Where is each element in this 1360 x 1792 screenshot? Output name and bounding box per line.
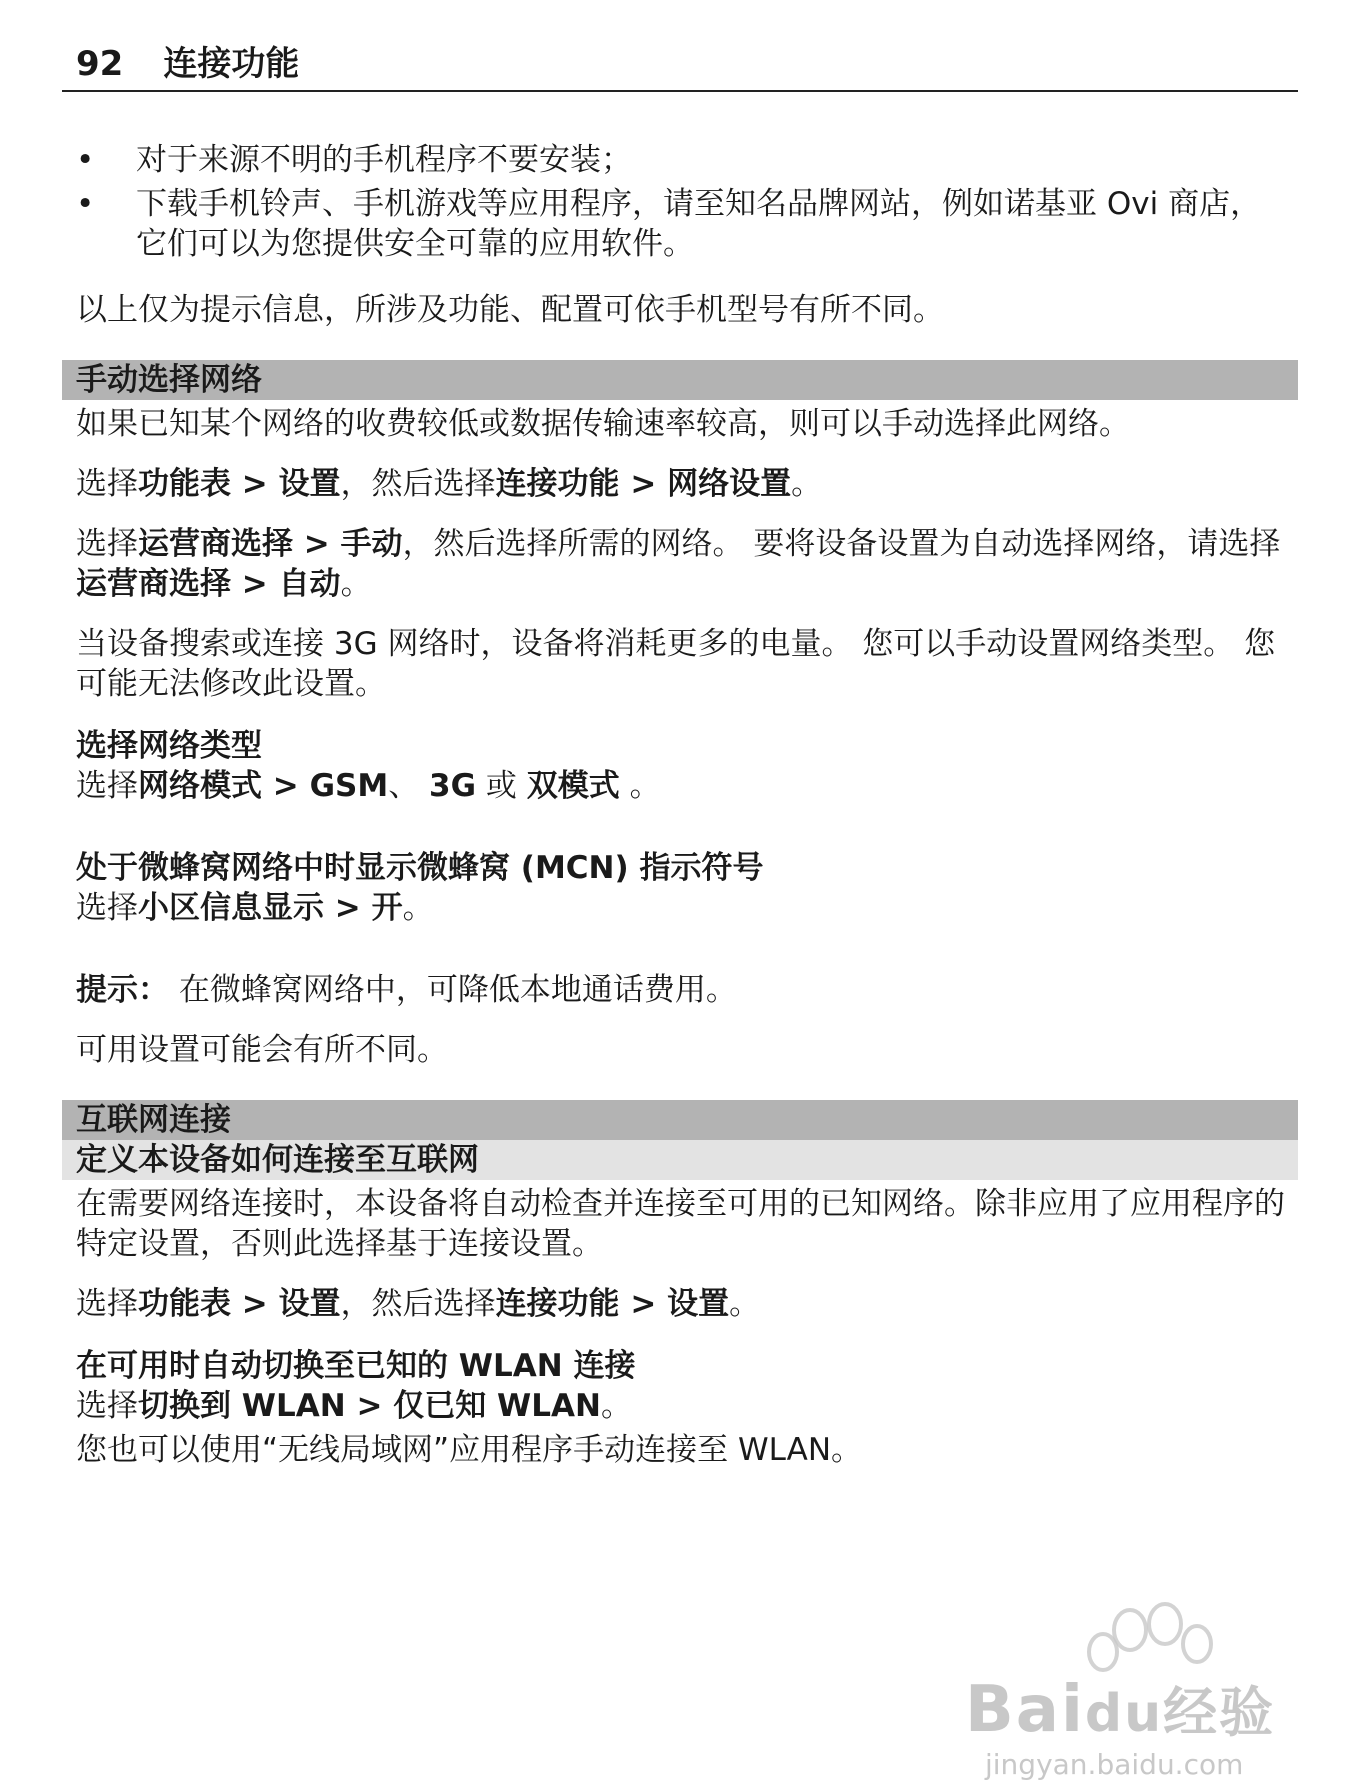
tip-text: 在微蜂窝网络中，可降低本地通话费用。 <box>169 972 737 1008</box>
menu-path: 自动 <box>278 566 341 602</box>
text: 选择 <box>76 768 138 804</box>
menu-path: 功能表 <box>138 1286 231 1322</box>
path-separator: > <box>231 566 279 602</box>
menu-path: 开 <box>371 890 403 926</box>
baidu-watermark <box>965 1600 1295 1780</box>
section-manual-body <box>62 404 1298 1070</box>
menu-path: 仅已知 WLAN <box>393 1388 601 1424</box>
text: 选择 <box>76 466 138 502</box>
watermark-brand: Bai <box>965 1673 1085 1747</box>
document-page <box>62 40 1298 1470</box>
text: ，然后选择 <box>340 466 496 502</box>
page-number: 92 <box>76 44 124 84</box>
manual-step2 <box>76 524 1292 604</box>
menu-path: 运营商选择 <box>138 526 293 562</box>
note-paragraph: 以上仅为提示信息，所涉及功能、配置可依手机型号有所不同。 <box>76 292 944 328</box>
text: 。 <box>340 566 372 602</box>
running-header <box>62 40 1298 92</box>
menu-path: 连接功能 <box>495 466 620 502</box>
wlan-heading: 在可用时自动切换至已知的 WLAN 连接 <box>76 1348 636 1384</box>
list-item <box>76 140 1292 180</box>
manual-3g-paragraph: 当设备搜索或连接 3G 网络时，设备将消耗更多的电量。 您可以手动设置网络类型。 您可能无法修改此设置。 <box>76 626 1276 702</box>
menu-path: 网络设置 <box>667 466 792 502</box>
bullet-text: 下载手机铃声、手机游戏等应用程序，请至知名品牌网站，例如诺基亚 Ovi 商店，它们可以为您提供安全可靠的应用软件。 <box>136 186 1262 262</box>
tip-paragraph <box>76 970 1292 1010</box>
manual-intro: 如果已知某个网络的收费较低或数据传输速率较高，则可以手动选择此网络。 <box>76 406 1130 442</box>
text: 或 <box>476 768 527 804</box>
menu-path: 功能表 <box>138 466 231 502</box>
mcn-heading: 处于微蜂窝网络中时显示微蜂窝 (MCN) 指示符号 <box>76 850 764 886</box>
path-separator: > <box>231 466 279 502</box>
content <box>62 140 1298 330</box>
internet-intro: 在需要网络连接时，本设备将自动检查并连接至可用的已知网络。除非应用了应用程序的特定设置，否则此选择基于连接设置。 <box>76 1186 1285 1262</box>
path-separator: > <box>231 1286 279 1322</box>
menu-path: 切换到 WLAN <box>138 1388 346 1424</box>
path-separator: > <box>262 768 310 804</box>
watermark-brand2: du <box>1084 1684 1164 1744</box>
text: 。 <box>600 1388 632 1424</box>
text: ，然后选择所需的网络。 要将设备设置为自动选择网络，请选择 <box>402 526 1281 562</box>
section-internet-body <box>62 1184 1298 1470</box>
tip-label: 提示： <box>76 972 169 1008</box>
chapter-title: 连接功能 <box>163 44 300 84</box>
wlan-extra: 您也可以使用“无线局域网”应用程序手动连接至 WLAN。 <box>76 1432 863 1468</box>
path-separator: > <box>619 466 668 502</box>
internet-step <box>76 1284 1292 1324</box>
bullet-icon: • <box>76 186 95 222</box>
menu-path: 手动 <box>340 526 403 562</box>
section-heading-internet: 互联网连接 <box>62 1100 1298 1140</box>
menu-path: 双模式 <box>526 768 620 804</box>
text: 选择 <box>76 1388 138 1424</box>
section-heading-manual: 手动选择网络 <box>62 360 1298 400</box>
bullet-text: 对于来源不明的手机程序不要安装； <box>136 142 632 178</box>
menu-path: 网络模式 <box>138 768 262 804</box>
watermark-cn: 经验 <box>1163 1681 1276 1744</box>
text: 。 <box>402 890 434 926</box>
text: 选择 <box>76 526 138 562</box>
text: 、 <box>388 768 430 804</box>
manual-step1 <box>76 464 1292 504</box>
bullet-icon: • <box>76 142 95 178</box>
watermark-url: jingyan.baidu.com <box>985 1748 1244 1781</box>
text: ，然后选择 <box>340 1286 496 1322</box>
menu-path: 设置 <box>667 1286 730 1322</box>
text: 。 <box>791 466 823 502</box>
menu-path: 连接功能 <box>495 1286 620 1322</box>
menu-path: 3G <box>429 768 477 804</box>
path-separator: > <box>293 526 341 562</box>
path-separator: > <box>345 1388 394 1424</box>
path-separator: > <box>324 890 372 926</box>
bullet-list <box>76 140 1292 264</box>
note2-paragraph: 可用设置可能会有所不同。 <box>76 1032 448 1068</box>
text: 选择 <box>76 1286 138 1322</box>
text: 。 <box>729 1286 761 1322</box>
network-type-step <box>76 766 1292 806</box>
mcn-step <box>76 888 1292 928</box>
network-type-heading: 选择网络类型 <box>76 728 262 764</box>
text: 选择 <box>76 890 138 926</box>
menu-path: 设置 <box>278 1286 341 1322</box>
menu-path: GSM <box>309 768 389 804</box>
menu-path: 运营商选择 <box>76 566 231 602</box>
menu-path: 设置 <box>278 466 341 502</box>
path-separator: > <box>619 1286 668 1322</box>
wlan-step <box>76 1386 1292 1426</box>
list-item <box>76 184 1292 264</box>
menu-path: 小区信息显示 <box>138 890 324 926</box>
subsection-heading-internet: 定义本设备如何连接至互联网 <box>62 1140 1298 1180</box>
text: 。 <box>619 768 661 804</box>
